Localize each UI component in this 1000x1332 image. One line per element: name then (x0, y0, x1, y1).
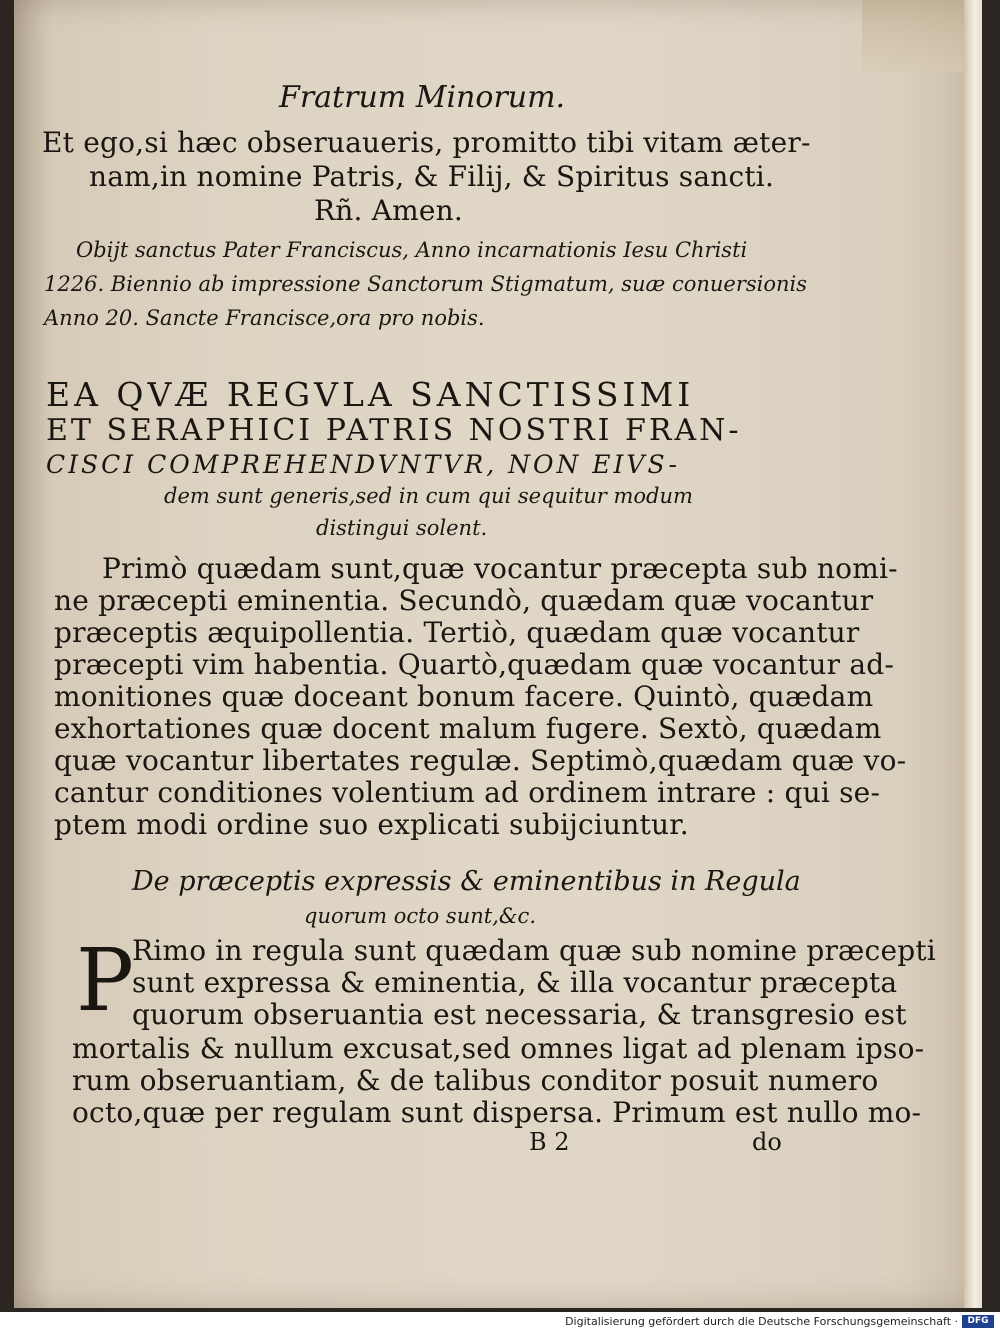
heading-line-1: EA QVÆ REGVLA SANCTISSIMI (46, 375, 695, 414)
paragraph2-line-1: Rimo in regula sunt quædam quæ sub nomine præcepti (132, 934, 936, 967)
obit-line-1: Obijt sanctus Pater Franciscus, Anno incarnationis Iesu Christi (76, 238, 748, 262)
closing-line-1: Et ego,si hæc obseruaueris, promitto tibi vitam æter- (42, 126, 811, 159)
paragraph1-line-2: ne præcepti eminentia. Secundò, quædam quæ vocantur (54, 584, 874, 617)
obit-line-2: 1226. Biennio ab impressione Sanctorum Stigmatum, suæ conuersionis (44, 272, 808, 296)
paragraph1-line-6: exhortationes quæ docent malum fugere. Sextò, quædam (54, 712, 882, 745)
paragraph1-line-1: Primò quædam sunt,quæ vocantur præcepta sub nomi- (102, 552, 898, 585)
book-page (14, 0, 982, 1308)
footer-bar (0, 1312, 1000, 1332)
heading-line-5: distingui solent. (316, 516, 488, 540)
paragraph1-line-9: ptem modi ordine suo explicati subijciuntur. (54, 808, 689, 841)
closing-line-2: nam,in nomine Patris, & Filij, & Spiritus sancti. (89, 160, 775, 193)
signature-mark: B 2 (529, 1128, 570, 1156)
paragraph1-line-4: præcepti vim habentia. Quartò,quædam quæ vocantur ad- (54, 648, 895, 681)
paragraph1-line-5: monitiones quæ doceant bonum facere. Quintò, quædam (54, 680, 874, 713)
heading-line-2: ET SERAPHICI PATRIS NOSTRI FRAN- (46, 413, 742, 448)
footer-credit: Digitalisierung gefördert durch die Deutsche Forschungsgemeinschaft · (565, 1315, 958, 1328)
paragraph2-line-2: sunt expressa & eminentia, & illa vocantur præcepta (132, 966, 898, 999)
paragraph2-line-6: octo,quæ per regulam sunt dispersa. Primum est nullo mo- (72, 1096, 922, 1129)
paragraph1-line-8: cantur conditiones volentium ad ordinem intrare : qui se- (54, 776, 881, 809)
subheading-line-2: quorum octo sunt,&c. (304, 904, 536, 928)
obit-line-3: Anno 20. Sancte Francisce,ora pro nobis. (44, 306, 485, 330)
running-head: Fratrum Minorum. (279, 80, 566, 115)
paragraph2-line-3: quorum obseruantia est necessaria, & transgresio est (132, 998, 907, 1031)
subheading-line-1: De præceptis expressis & eminentibus in Regula (132, 866, 801, 897)
paragraph2-line-5: rum obseruantiam, & de talibus conditor posuit numero (72, 1064, 879, 1097)
paragraph1-line-3: præceptis æquipollentia. Tertiò, quædam quæ vocantur (54, 616, 860, 649)
dfg-logo-icon: DFG (962, 1315, 994, 1328)
paragraph2-line-4: mortalis & nullum excusat,sed omnes ligat ad plenam ipso- (72, 1032, 925, 1065)
page-edge-right (964, 0, 982, 1308)
closing-line-3: Rñ. Amen. (314, 194, 463, 227)
paragraph1-line-7: quæ vocantur libertates regulæ. Septimò,quædam quæ vo- (54, 744, 907, 777)
heading-line-3: CISCI COMPREHENDVNTVR, NON EIVS- (46, 450, 680, 479)
drop-capital: P (76, 931, 134, 1031)
catchword: do (752, 1128, 782, 1156)
heading-line-4: dem sunt generis,sed in cum qui sequitur modum (164, 484, 693, 508)
